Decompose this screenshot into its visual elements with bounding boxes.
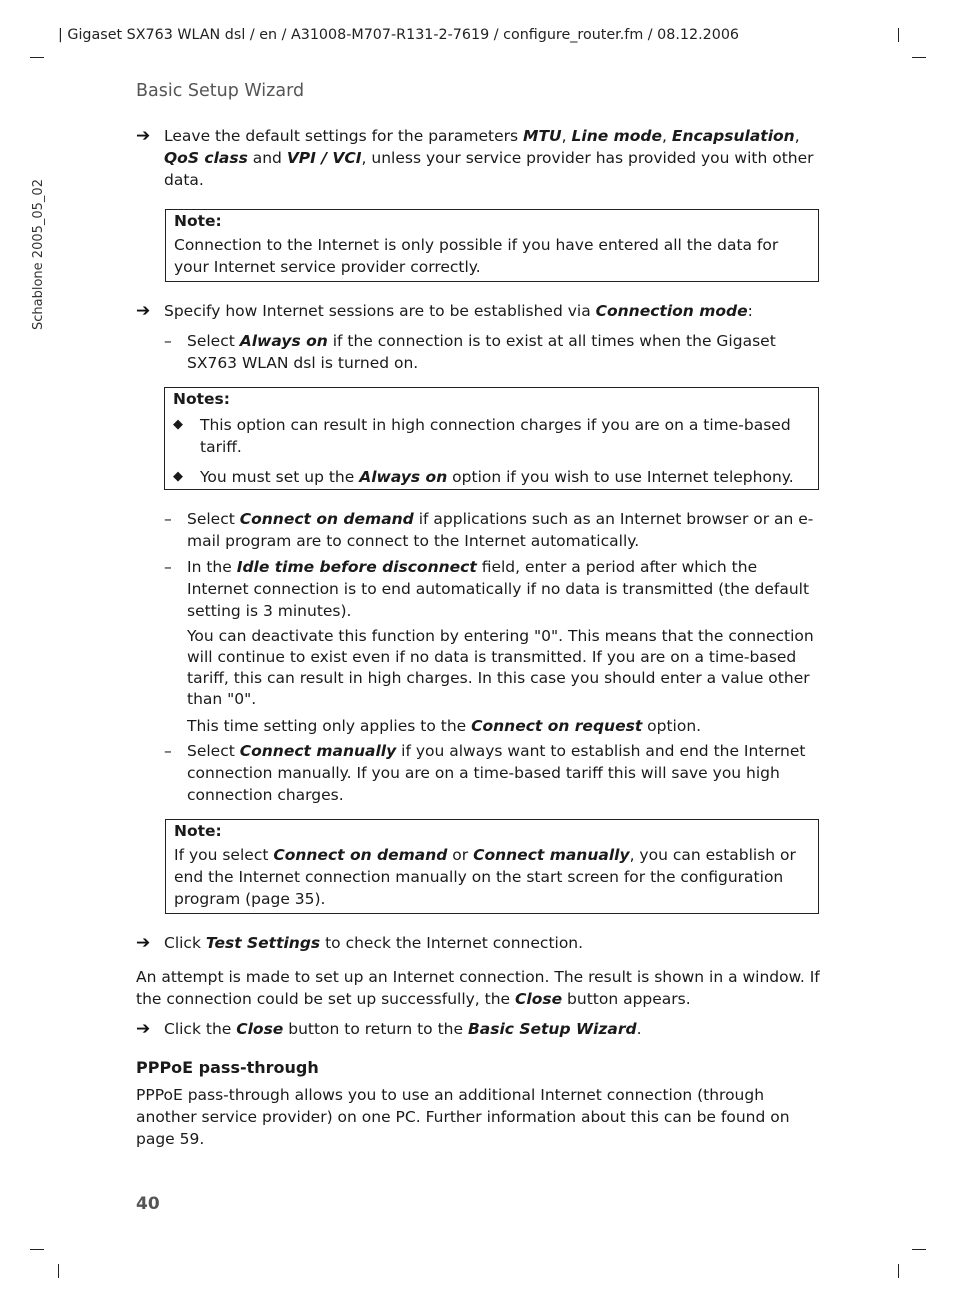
- crop-mark: [58, 1264, 59, 1278]
- side-label: Schablone 2005_05_02: [31, 179, 46, 330]
- step-text: Click the Close button to return to the Basic Setup Wizard.: [164, 1020, 642, 1038]
- paragraph-pppoe: PPPoE pass-through allows you to use an additional Internet connection (through another service provider) on one PC. Further information about this can be found on page 59.: [136, 1086, 790, 1148]
- option-name: Always on: [359, 468, 448, 486]
- step-test-settings: [136, 932, 820, 954]
- option-text: Select Always on if the connection is to exist at all times when the Gigaset SX763 WLAN dsl is turned on.: [187, 332, 776, 372]
- option-connect-manually: [164, 740, 820, 806]
- option-name: Connect on request: [471, 717, 643, 735]
- arrow-icon: ➔: [136, 126, 151, 146]
- option-name: Connect manually: [239, 742, 397, 760]
- option-always-on: [164, 330, 820, 374]
- wizard-name: Basic Setup Wizard: [467, 1020, 637, 1038]
- button-name: Close: [515, 990, 563, 1008]
- paragraph-attempt: An attempt is made to set up an Internet connection. The result is shown in a window. If the connection could be set up successfully, the Close button appears.: [136, 968, 820, 1008]
- dash-marker: –: [164, 558, 172, 576]
- note-text: If you select Connect on demand or Connect manually, you can establish or end the Internet connection manually on the start screen for the configuration program (page 35).: [174, 846, 796, 908]
- crop-mark: [898, 1264, 899, 1278]
- note-text: Connection to the Internet is only possible if you have entered all the data for your Internet service provider correctly.: [174, 236, 779, 276]
- option-name: Always on: [239, 332, 328, 350]
- notes-bullet-item: ◆ This option can result in high connection charges if you are on a time-based tariff.: [173, 416, 791, 456]
- crop-mark: [898, 28, 899, 42]
- crop-mark: [912, 57, 926, 58]
- notes-bullet-item: ◆ You must set up the Always on option if you wish to use Internet telephony.: [173, 468, 794, 486]
- diamond-bullet-icon: ◆: [173, 469, 183, 484]
- paragraph-deactivate: You can deactivate this function by entering "0". This means that the connection will continue to exist even if no data is transmitted. If you are on a time-based tariff, this can result in high charges. In this case you should enter a value other than "0".: [187, 627, 814, 708]
- option-connect-on-demand: [164, 508, 820, 552]
- param-qos-class: QoS class: [164, 149, 248, 167]
- subsection-heading: PPPoE pass-through: [136, 1058, 319, 1077]
- option-text: Select Connect on demand if applications such as an Internet browser or an e-mail program are to connect to the Internet automatically.: [187, 510, 814, 550]
- crop-mark: [30, 1249, 44, 1250]
- option-name: Connect on demand: [273, 846, 448, 864]
- option-name: Connect on demand: [239, 510, 414, 528]
- paragraph-time-setting: This time setting only applies to the Connect on request option.: [187, 717, 702, 735]
- step-text: Leave the default settings for the parameters MTU, Line mode, Encapsulation, QoS class and VPI / VCI, unless your service provider has provided you with other data.: [164, 127, 814, 189]
- section-title: Basic Setup Wizard: [136, 81, 305, 101]
- button-name: Close: [236, 1020, 284, 1038]
- param-vpi-vci: VPI / VCI: [286, 149, 362, 167]
- diamond-bullet-icon: ◆: [173, 417, 183, 432]
- param-connection-mode: Connection mode: [595, 302, 748, 320]
- note-title: Note:: [174, 822, 222, 840]
- step-close: [136, 1018, 820, 1040]
- step-text: Specify how Internet sessions are to be established via Connection mode:: [164, 302, 753, 320]
- option-text: In the Idle time before disconnect field, enter a period after which the Internet connection is to end automatically if no data is transmitted (the default setting is 3 minutes).: [187, 558, 810, 620]
- step-text: Click Test Settings to check the Internet connection.: [164, 934, 584, 952]
- dash-marker: –: [164, 742, 172, 760]
- dash-marker: –: [164, 510, 172, 528]
- dash-marker: –: [164, 332, 172, 350]
- note-box: [165, 819, 819, 914]
- running-head: | Gigaset SX763 WLAN dsl / en / A31008-M707-R131-2-7619 / configure_router.fm / 08.12.2006: [58, 27, 740, 43]
- button-name: Test Settings: [205, 934, 321, 952]
- field-name: Idle time before disconnect: [236, 558, 477, 576]
- crop-mark: [30, 57, 44, 58]
- param-mtu: MTU: [523, 127, 562, 145]
- note-box: [165, 209, 819, 282]
- option-idle-time: [164, 556, 820, 622]
- arrow-icon: ➔: [136, 933, 151, 953]
- arrow-icon: ➔: [136, 1019, 151, 1039]
- note-title: Note:: [174, 212, 222, 230]
- arrow-icon: ➔: [136, 301, 151, 321]
- notes-box: [164, 387, 819, 490]
- step-default-settings: [136, 125, 820, 191]
- option-name: Connect manually: [473, 846, 630, 864]
- param-encapsulation: Encapsulation: [671, 127, 795, 145]
- page-number: 40: [136, 1194, 160, 1214]
- crop-mark: [912, 1249, 926, 1250]
- option-text: Select Connect manually if you always want to establish and end the Internet connection manually. If you are on a time-based tariff this will save you high connection charges.: [187, 742, 806, 804]
- notes-title: Notes:: [173, 390, 230, 408]
- step-connection-mode: [136, 300, 820, 322]
- param-line-mode: Line mode: [571, 127, 663, 145]
